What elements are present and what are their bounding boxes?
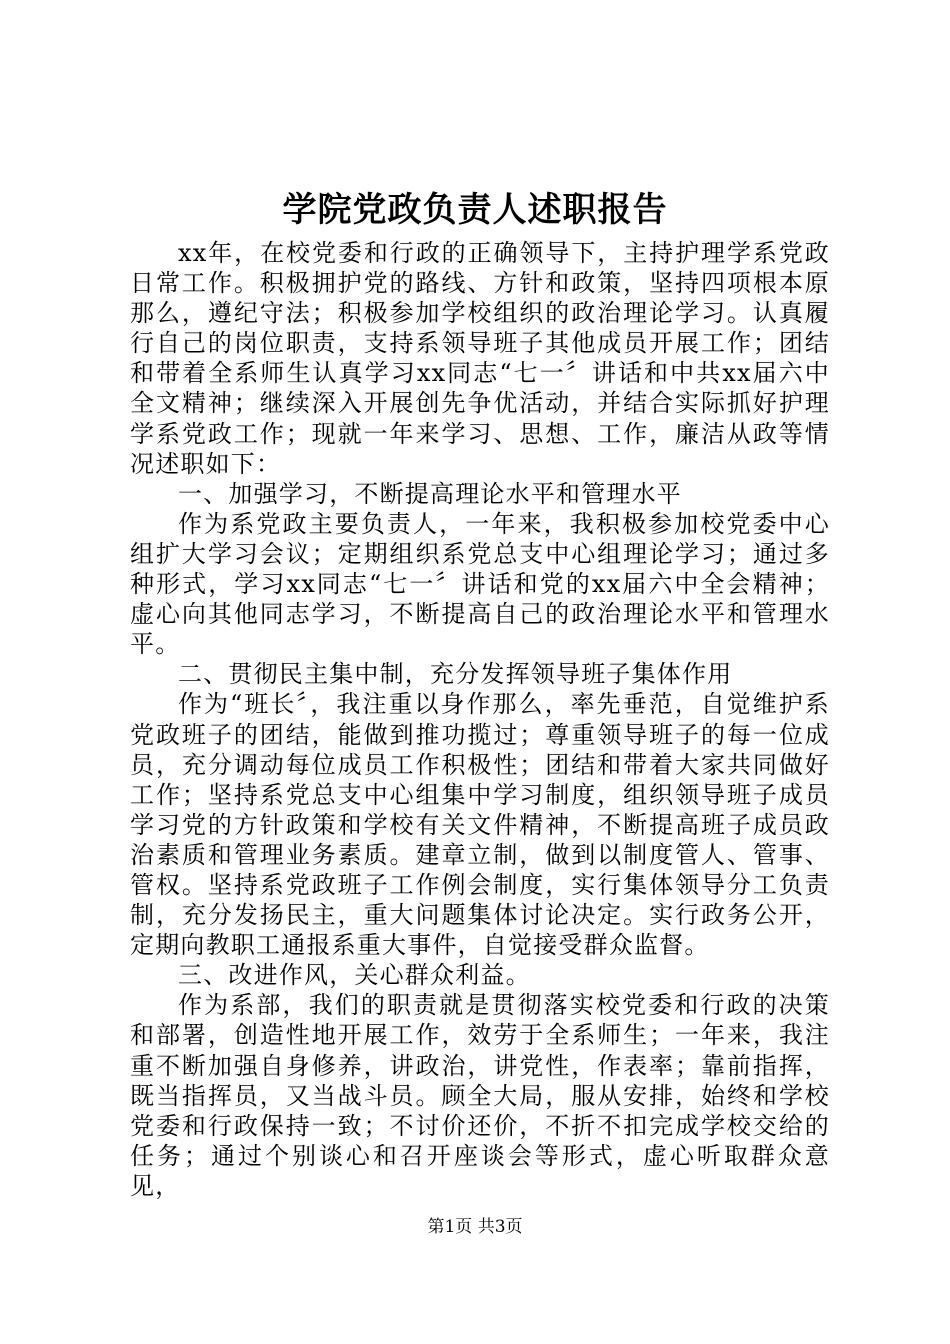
section-heading-3: 三、改进作风，关心群众利益。 [178, 961, 531, 990]
paragraph-section-1: 作为系党政主要负责人，一年来，我积极参加校党委中心组扩大学习会议；定期组织系党总支中心组理论学习；通过多种形式，学习xx同志“七一〞讲话和党的xx届六中全会精神；虚心向其他同志学习，不断提高自己的政治理论水平和管理水平。 [130, 509, 830, 659]
document-body [130, 238, 830, 1201]
paragraph-section-3: 作为系部，我们的职责就是贯彻落实校党委和行政的决策和部署，创造性地开展工作，效劳于全系师生；一年来，我注重不断加强自身修养，讲政治，讲党性，作表率；靠前指挥，既当指挥员，又当战斗员。顾全大局，服从安排，始终和学校党委和行政保持一致；不讨价还价，不折不扣完成学校交给的任务；通过个别谈心和召开座谈会等形式，虚心听取群众意见， [130, 991, 830, 1200]
section-heading-1: 一、加强学习，不断提高理论水平和管理水平 [178, 479, 682, 508]
document-title: 学院党政负责人述职报告 [282, 190, 668, 230]
paragraph-intro: xx年，在校党委和行政的正确领导下，主持护理学系党政日常工作。积极拥护党的路线、方针和政策，坚持四项根本原那么，遵纪守法；积极参加学校组织的政治理论学习。认真履行自己的岗位职责，支持系领导班子其他成员开展工作；团结和带着全系师生认真学习xx同志“七一〞讲话和中共xx届六中全文精神；继续深入开展创先争优活动，并结合实际抓好护理学系党政工作；现就一年来学习、思想、工作，廉洁从政等情况述职如下： [130, 239, 830, 478]
paragraph-section-2: 作为“班长〞，我注重以身作那么，率先垂范，自觉维护系党政班子的团结，能做到推功揽过；尊重领导班子的每一位成员，充分调动每位成员工作积极性；团结和带着大家共同做好工作；坚持系党总支中心组集中学习制度，组织领导班子成员学习党的方针政策和学校有关文件精神，不断提高班子成员政治素质和管理业务素质。建章立制，做到以制度管人、管事、管权。坚持系党政班子工作例会制度，实行集体领导分工负责制，充分发扬民主，重大问题集体讨论决定。实行政务公开，定期向教职工通报系重大事件，自觉接受群众监督。 [130, 690, 830, 960]
page-number-footer: 第1页 共3页 [427, 1217, 523, 1237]
section-heading-2: 二、贯彻民主集中制，充分发挥领导班子集体作用 [178, 660, 733, 689]
